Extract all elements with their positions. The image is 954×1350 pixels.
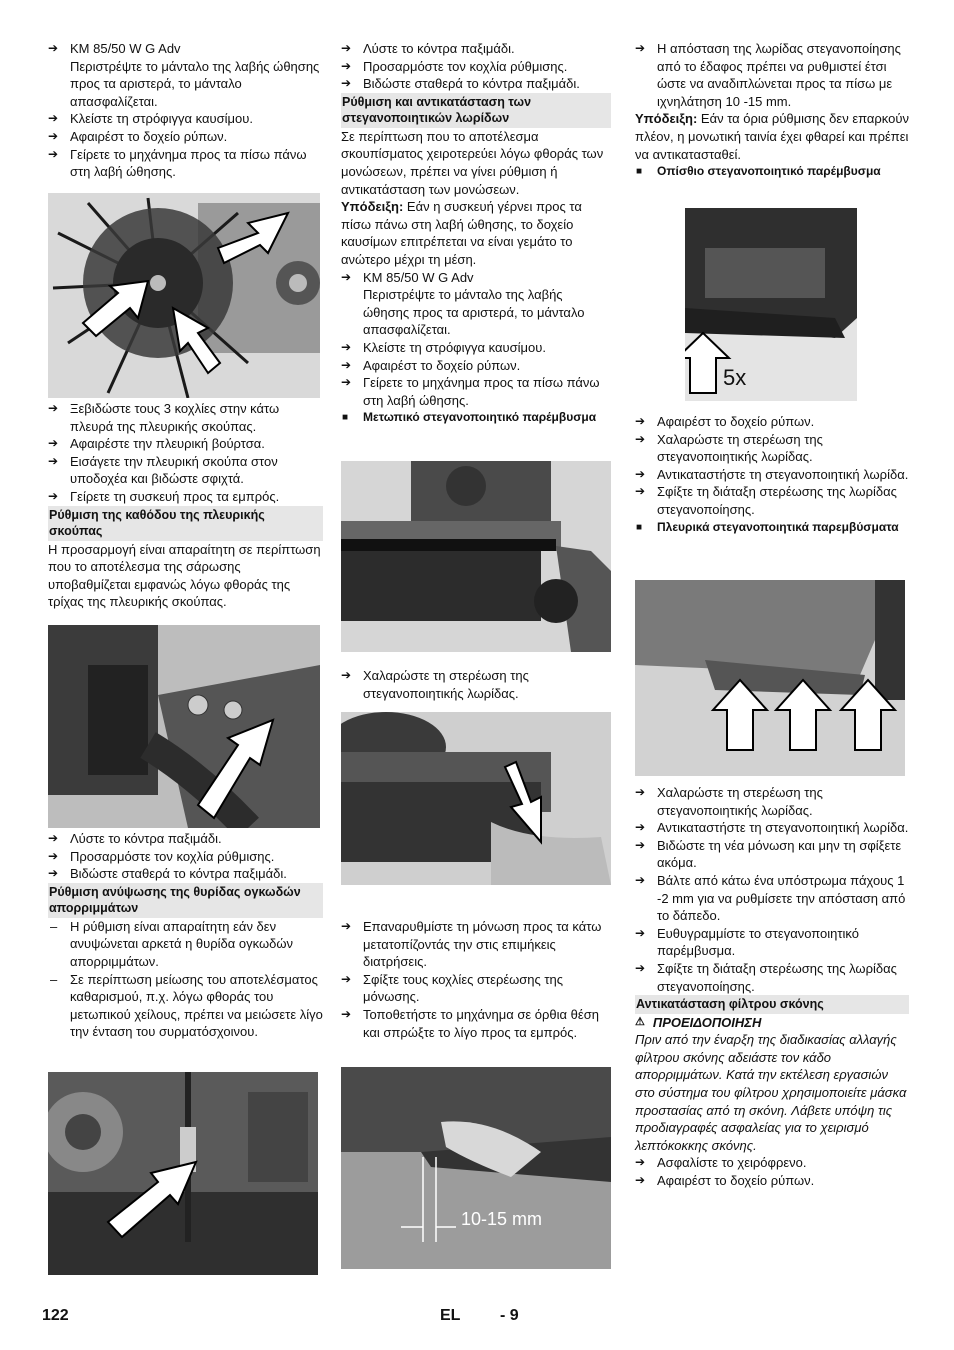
step-item: ➔ Βιδώστε σταθερά το κόντρα παξιμάδι. <box>341 75 611 93</box>
step-item: ➔ Προσαρμόστε τον κοχλία ρύθμισης. <box>48 848 323 866</box>
warning-icon: ⚠ <box>635 1015 645 1028</box>
warning-heading <box>635 1014 909 1032</box>
paragraph: Η προσαρμογή είναι απαραίτητη σε περίπτωση που το αποτέλεσμα της σάρωσης υποβαθμίζεται εμφανώς λόγω φθοράς της τρίχας της πλευρικής σκούπας. <box>48 541 321 610</box>
step-item: ➔ Εισάγετε την πλευρική σκούπα στον υποδοχέα και βιδώστε σφιχτά. <box>48 453 323 488</box>
front-seal-photo <box>341 461 611 652</box>
side-seals-photo <box>635 580 905 776</box>
step-item: ➔ Αφαιρέστ το δοχείο ρύπων. <box>48 128 323 146</box>
column-1 <box>48 40 323 181</box>
section-page-number: - 9 <box>500 1307 519 1324</box>
count-label: 5x <box>723 365 747 390</box>
bold-bullet-heading: ■ Οπίσθιο στεγανοποιητικό παρέμβυσμα <box>635 163 909 181</box>
note <box>341 198 611 268</box>
rear-seal-illustration <box>685 208 857 401</box>
page-number: 122 <box>42 1307 69 1324</box>
seal-gap-illustration <box>341 1067 611 1269</box>
seal-adjust-photo <box>341 712 611 885</box>
side-seals-illustration <box>635 580 905 776</box>
step-item: ➔ Αντικαταστήστε τη στεγανοποιητική λωρίδα. <box>635 466 909 484</box>
step-item: ➔ Αφαιρέστ το δοχείο ρύπων. <box>341 357 611 375</box>
seal-gap-photo <box>341 1067 611 1269</box>
note-label: Υπόδειξη: <box>635 111 698 127</box>
step-item: ➔ Ευθυγραμμίστε το στεγανοποιητικό παρέμβυσμα. <box>635 925 909 960</box>
step-item: ➔ Χαλαρώστε τη στερέωση της στεγανοποιητικής λωρίδας. <box>635 784 909 819</box>
column-1-c <box>48 830 323 1041</box>
section-page <box>500 1307 519 1325</box>
section-heading: Αντικατάσταση φίλτρου σκόνης <box>635 995 909 1014</box>
step-item: ➔ Βιδώστε σταθερά το κόντρα παξιμάδι. <box>48 865 323 883</box>
seal-adjust-illustration <box>341 712 611 885</box>
step-item: ➔ Αφαιρέστ το δοχείο ρύπων. <box>635 413 909 431</box>
step-item: ➔ Χαλαρώστε τη στερέωση της στεγανοποιητικής λωρίδας. <box>635 431 909 466</box>
column-3 <box>635 40 909 181</box>
flap-cable-illustration <box>48 1072 318 1275</box>
column-2-b <box>341 667 611 702</box>
flap-cable-photo <box>48 1072 318 1275</box>
column-2-c <box>341 918 611 1041</box>
step-item: ➔ Γείρετε το μηχάνημα προς τα πίσω πάνω στη λαβή ώθησης. <box>48 146 323 181</box>
step-item: ➔ Βιδώστε τη νέα μόνωση και μην τη σφίξετε ακόμα. <box>635 837 909 872</box>
gap-dimension-label: 10-15 mm <box>461 1209 543 1229</box>
step-detail: Περιστρέψτε το μάνταλο της λαβής ώθησης προς τα αριστερά, το μάνταλο απασφαλίζεται. <box>70 58 320 109</box>
step-item: ➔ Αντικαταστήστε τη στεγανοποιητική λωρίδα. <box>635 819 909 837</box>
step-item: ➔ Σφίξτε τη διάταξη στερέωσης της λωρίδας στεγανοποίησης. <box>635 483 909 518</box>
front-seal-illustration <box>341 461 611 652</box>
note-text: Εάν τα όρια ρύθμισης δεν επαρκούν πλέον, η μονωτική ταινία έχει φθαρεί και πρέπει να αντικατασταθεί. <box>635 111 909 162</box>
note-text: Εάν η συσκευή γέρνει προς τα πίσω πάνω στη λαβή ώθησης, το δοχείο καυσίμων επιτρέπεται να είναι γεμάτο το ανώτερο μέχρι τη μέση. <box>341 199 582 267</box>
adjust-screw-photo <box>48 625 320 828</box>
language-code: EL <box>440 1307 461 1324</box>
column-2 <box>341 40 611 427</box>
step-item: ➔ Η απόσταση της λωρίδας στεγανοποίησης από το έδαφος πρέπει να ρυθμιστεί έτσι ώστε να αναδιπλώνεται προς τα πίσω με ιχνηλάτηση 10 -15 mm. <box>635 40 909 110</box>
note-label: Υπόδειξη: <box>341 199 404 215</box>
step-item: ➔ Επαναρυθμίστε τη μόνωση προς τα κάτω μετατοπίζοντάς την στις επιμήκεις διατρήσεις. <box>341 918 611 971</box>
step-item: ➔ Σφίξτε τους κοχλίες στερέωσης της μόνωσης. <box>341 971 611 1006</box>
step-item: ➔ Γείρετε τη συσκευή προς τα εμπρός. <box>48 488 323 506</box>
note <box>635 110 909 163</box>
step-item: ➔ Ξεβιδώστε τους 3 κοχλίες στην κάτω πλευρά της πλευρικής σκούπας. <box>48 400 323 435</box>
step-item: ➔ Σφίξτε τη διάταξη στερέωσης της λωρίδας στεγανοποίησης. <box>635 960 909 995</box>
bold-bullet-heading: ■ Πλευρικά στεγανοποιητικά παρεμβύσματα <box>635 519 909 537</box>
warning-title: ΠΡΟΕΙΔΟΠΟΙΗΣΗ <box>652 1014 762 1030</box>
paragraph: Σε περίπτωση που το αποτέλεσμα σκουπίσματος χειροτερεύει λόγω φθοράς των μονώσεων, πρέπει να γίνει ρύθμιση ή αντικατάσταση των μονώσεων. <box>341 128 604 197</box>
bold-bullet-heading: ■ Μετωπικό στεγανοποιητικό παρέμβυσμα <box>341 409 611 427</box>
step-item: ➔ Γείρετε το μηχάνημα προς τα πίσω πάνω στη λαβή ώθησης. <box>341 374 611 409</box>
step-item: ➔ Αφαιρέστ το δοχείο ρύπων. <box>635 1172 909 1190</box>
step-item: ➔ KM 85/50 W G Adv <box>341 269 611 287</box>
step-item: ➔ KM 85/50 W G Adv <box>48 40 323 58</box>
side-brush-photo <box>48 193 320 398</box>
rear-seal-photo <box>685 208 857 401</box>
section-heading: Ρύθμιση ανύψωσης της θυρίδας ογκωδών απορριμμάτων <box>48 883 323 918</box>
dash-item: – Η ρύθμιση είναι απαραίτητη εάν δεν ανυψώνεται αρκετά η θυρίδα ογκωδών απορριμμάτων. <box>48 918 323 971</box>
column-3-c <box>635 784 909 1190</box>
step-item: ➔ Λύστε το κόντρα παξιμάδι. <box>48 830 323 848</box>
step-item: ➔ Λύστε το κόντρα παξιμάδι. <box>341 40 611 58</box>
step-item: ➔ Κλείστε τη στρόφιγγα καυσίμου. <box>341 339 611 357</box>
step-item: ➔ Τοποθετήστε το μηχάνημα σε όρθια θέση και σπρώξτε το λίγο προς τα εμπρός. <box>341 1006 611 1041</box>
step-item: ➔ Αφαιρέστε την πλευρική βούρτσα. <box>48 435 323 453</box>
step-item: ➔ Ασφαλίστε το χειρόφρενο. <box>635 1154 909 1172</box>
column-1-b <box>48 400 323 611</box>
step-item: ➔ Προσαρμόστε τον κοχλία ρύθμισης. <box>341 58 611 76</box>
column-3-b <box>635 413 909 536</box>
step-detail: Περιστρέψτε το μάνταλο της λαβής ώθησης προς τα αριστερά, το μάνταλο απασφαλίζεται. <box>363 287 585 338</box>
step-item: ➔ Χαλαρώστε τη στερέωση της στεγανοποιητικής λωρίδας. <box>341 667 611 702</box>
step-item: ➔ Βάλτε από κάτω ένα υπόστρωμα πάχους 1 -2 mm για να ρυθμίσετε την απόσταση από το δάπεδο. <box>635 872 909 925</box>
warning-text: Πριν από την έναρξη της διαδικασίας αλλαγής φίλτρου σκόνης αδειάστε τον κάδο απορριμμάτων. Κατά την εκτέλεση εργασιών στο σύστημα του φίλτρου χρησιμοποιείτε μάσκα προστασίας από τη σκόνη. Λάβετε υπόψη τις προδιαγραφές ασφαλείας για το χειρισμό λεπτόκοκκης σκόνης. <box>635 1032 907 1153</box>
step-item: ➔ Κλείστε τη στρόφιγγα καυσίμου. <box>48 110 323 128</box>
adjust-screw-illustration <box>48 625 320 828</box>
dash-item: – Σε περίπτωση μείωσης του αποτελέσματος καθαρισμού, π.χ. λόγω φθοράς του μετωπικού χείλους, πρέπει να μειώσετε λίγο την ένταση του συρματόσχοινου. <box>48 971 323 1041</box>
section-heading: Ρύθμιση και αντικατάσταση των στεγανοποιητικών λωρίδων <box>341 93 611 128</box>
section-heading: Ρύθμιση της καθόδου της πλευρικής σκούπας <box>48 506 323 541</box>
side-brush-illustration <box>48 193 320 398</box>
